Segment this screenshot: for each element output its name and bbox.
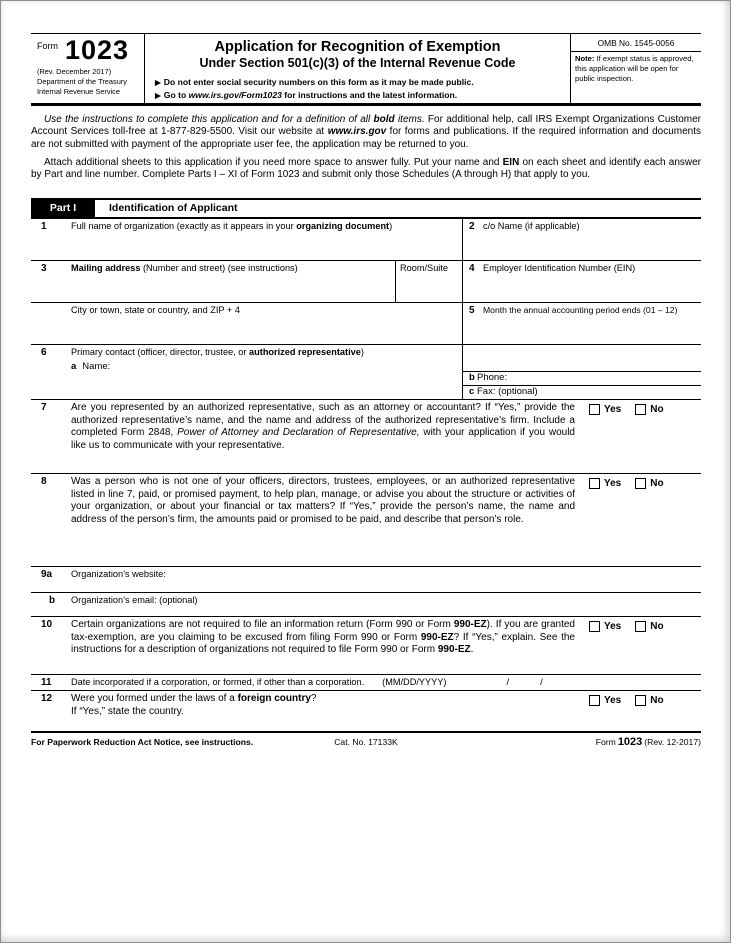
internal-revenue-service: Internal Revenue Service: [37, 86, 120, 96]
line11-label: Date incorporated if a corporation, or formed, if other than a corporation.: [71, 677, 365, 688]
date-slash-2: /: [540, 677, 543, 689]
line6c-label: Fax: (optional): [477, 386, 538, 398]
line10-number: 10: [41, 619, 53, 631]
primary-contact-cell[interactable]: [31, 345, 463, 399]
arrow-icon: ▶: [155, 78, 161, 87]
footer-form-number: 1023: [617, 736, 643, 749]
row-line-6: [31, 345, 701, 400]
row-city-line5: [31, 303, 701, 345]
instructions-paragraph-1: Use the instructions to complete this application and for a definition of all bold items. For additional help, call IRS Exempt Organizations Customer Account Services toll-free at 1-877-829-5500. Visit our website at www.irs.gov for forms and publications. If the required information and documents are not submitted with payment of the appropriate user fee, the application may be returned to you.: [31, 114, 702, 150]
organization-name-cell[interactable]: [31, 219, 463, 260]
line9a-number: 9a: [41, 569, 53, 581]
paperwork-notice: For Paperwork Reduction Act Notice, see instructions.: [31, 737, 254, 748]
form-header: [31, 33, 701, 106]
line1-label: Full name of organization (exactly as it appears in your organizing document): [71, 221, 393, 232]
contact-name-field[interactable]: [31, 361, 462, 372]
line6b-label: Phone:: [477, 372, 508, 384]
form-number-block: [31, 34, 145, 103]
form-content: [31, 33, 701, 748]
form-word-label: Form: [37, 41, 58, 51]
line3-number: 3: [41, 263, 47, 275]
line5-number: 5: [469, 305, 475, 317]
revision-date: (Rev. December 2017): [37, 67, 112, 76]
line6b-letter: b: [469, 372, 475, 384]
row-line-8: [31, 474, 701, 567]
form-subtitle: Under Section 501(c)(3) of the Internal Revenue Code: [199, 56, 516, 70]
form-number-row: [37, 37, 141, 64]
line10-question: Certain organizations are not required to file an information return (Form 990 or Form 990-EZ). If you are granted tax-exemption, are you claiming to be excused from filing Form 990 or Form 990-EZ? If “Yes,” explain. See the instructions for a description of organizations not required to file Form 990 or Form 990-EZ.: [71, 619, 575, 656]
line11-number: 11: [41, 677, 52, 689]
line8-no-checkbox[interactable]: [635, 478, 646, 489]
line10-yes-no: [583, 617, 701, 674]
line12-yes-checkbox[interactable]: [589, 695, 600, 706]
line6-spacer: [463, 345, 701, 371]
line7-no-label: No: [650, 404, 664, 416]
catalog-number: Cat. No. 17133K: [334, 737, 398, 748]
line12-yes-no: [583, 691, 701, 731]
line6a-label: Name:: [82, 360, 111, 372]
goto-text-tail: for instructions and the latest information.: [281, 89, 458, 100]
line6-label-row: [31, 345, 462, 359]
arrow-icon: ▶: [155, 90, 161, 100]
part1-title: Identification of Applicant: [109, 202, 238, 215]
form-title-block: [145, 34, 571, 103]
line7-number: 7: [41, 402, 47, 414]
date-slash-1: /: [506, 677, 510, 689]
line7-yes-checkbox[interactable]: [589, 404, 600, 415]
line8-no-label: No: [650, 478, 664, 490]
line7-no-checkbox[interactable]: [635, 404, 646, 415]
line10-yes-label: Yes: [604, 621, 622, 633]
line9b-label: Organization’s email: (optional): [71, 595, 198, 606]
line6c-letter: c: [469, 386, 475, 398]
line12-line1: Were you formed under the laws of a foreign country?: [71, 693, 317, 705]
line9b-number: b: [49, 595, 56, 607]
line2-label: c/o Name (if applicable): [483, 221, 580, 232]
row-line-7: [31, 400, 701, 474]
line8-yes-label: Yes: [604, 478, 622, 490]
line6-label: Primary contact (officer, director, trustee, or authorized representative): [71, 347, 364, 358]
line8-yes-checkbox[interactable]: [589, 478, 600, 489]
part1-header: [31, 198, 701, 219]
contact-fax-field[interactable]: [463, 385, 701, 399]
city-state-zip-cell[interactable]: [31, 303, 463, 344]
line4-number: 4: [469, 263, 475, 275]
line4-label: Employer Identification Number (EIN): [483, 263, 636, 274]
ssn-notice-line: [155, 76, 570, 89]
accounting-period-cell[interactable]: [463, 303, 701, 344]
line7-yes-label: Yes: [604, 404, 622, 416]
omb-number: OMB No. 1545-0056: [571, 34, 701, 52]
line1-number: 1: [41, 221, 47, 233]
line10-yes-checkbox[interactable]: [589, 621, 600, 632]
form-title: Application for Recognition of Exemption: [214, 39, 501, 55]
line2-number: 2: [469, 221, 475, 233]
row-lines-1-2: [31, 219, 701, 261]
row-lines-3-4: [31, 261, 701, 303]
website-notice-line: [155, 89, 570, 102]
department-treasury: Department of the Treasury: [37, 76, 127, 86]
part1-label: Part I: [31, 200, 95, 217]
line8-number: 8: [41, 476, 47, 488]
ssn-notice: Do not enter social security numbers on this form as it may be made public.: [163, 77, 474, 87]
line6-number: 6: [41, 347, 47, 359]
room-suite-cell[interactable]: [395, 261, 462, 302]
date-format-hint: (MM/DD/YYYY): [382, 677, 447, 688]
co-name-cell[interactable]: [463, 219, 701, 260]
instructions-paragraph-2: Attach additional sheets to this application if you need more space to answer fully. Put your name and EIN on each sheet and identify each answer by Part and line number. Complete Parts I – XI of Form 1023 and submit only those Schedules (A through H) that apply to you.: [31, 156, 701, 181]
city-state-zip-label: City or town, state or country, and ZIP + 4: [71, 305, 240, 316]
omb-block: [571, 34, 701, 103]
room-suite-label: Room/Suite: [400, 263, 449, 274]
ein-cell[interactable]: [463, 261, 701, 302]
contact-phone-field[interactable]: [463, 371, 701, 385]
row-line-12: [31, 691, 701, 731]
form-footer-id: Form 1023 (Rev. 12-2017): [595, 736, 701, 749]
line6a-letter: a: [71, 360, 77, 372]
line7-question: Are you represented by an authorized representative, such as an attorney or accountant? If “Yes,” provide the authorized representative’s name, and the name and address of the authorized representative’s firm. Include a completed Form 2848, Power of Attorney and Declaration of Representative, with your application if you would like us to communicate with your representative.: [71, 402, 575, 451]
public-inspection-note: [571, 52, 701, 103]
line12-no-checkbox[interactable]: [635, 695, 646, 706]
line12-yes-label: Yes: [604, 695, 622, 707]
line12-no-label: No: [650, 695, 664, 707]
website-field-row[interactable]: [31, 567, 701, 593]
date-incorporated-row[interactable]: [31, 675, 701, 691]
line3-label: Mailing address (Number and street) (see instructions): [71, 263, 298, 274]
line12-question: [71, 691, 583, 731]
form1023-url: www.irs.gov/Form1023: [188, 89, 282, 100]
row-line-10: [31, 617, 701, 675]
line7-yes-no: [583, 400, 701, 473]
goto-text: Go to: [163, 89, 189, 100]
line10-no-label: No: [650, 621, 664, 633]
form-footer: [31, 731, 701, 748]
note-label: Note:: [575, 54, 595, 63]
note-text: If exempt status is approved, this application will be open for public inspection.: [575, 54, 694, 84]
line10-no-checkbox[interactable]: [635, 621, 646, 632]
email-field-row[interactable]: [31, 593, 701, 617]
line9a-label: Organization’s website:: [71, 569, 166, 580]
line12-line2: If “Yes,” state the country.: [71, 705, 184, 717]
line12-number: 12: [41, 693, 53, 705]
mailing-address-cell[interactable]: [31, 261, 463, 302]
line8-yes-no: [583, 474, 701, 566]
line5-label: Month the annual accounting period ends (01 – 12): [483, 305, 678, 316]
header-notices: [145, 70, 570, 103]
contact-phone-fax-block: [463, 345, 701, 399]
line8-question: Was a person who is not one of your officers, directors, trustees, employees, or an authorized representative listed in line 7, paid, or promised payment, to help plan, manage, or advise you about the structure or activities of your organization, or about your financial or tax matters? If “Yes,” provide the person’s name, the name and address of the person’s firm, the amounts paid or promised to be paid, and describe that person’s role.: [71, 476, 575, 525]
form-number: 1023: [65, 35, 130, 65]
